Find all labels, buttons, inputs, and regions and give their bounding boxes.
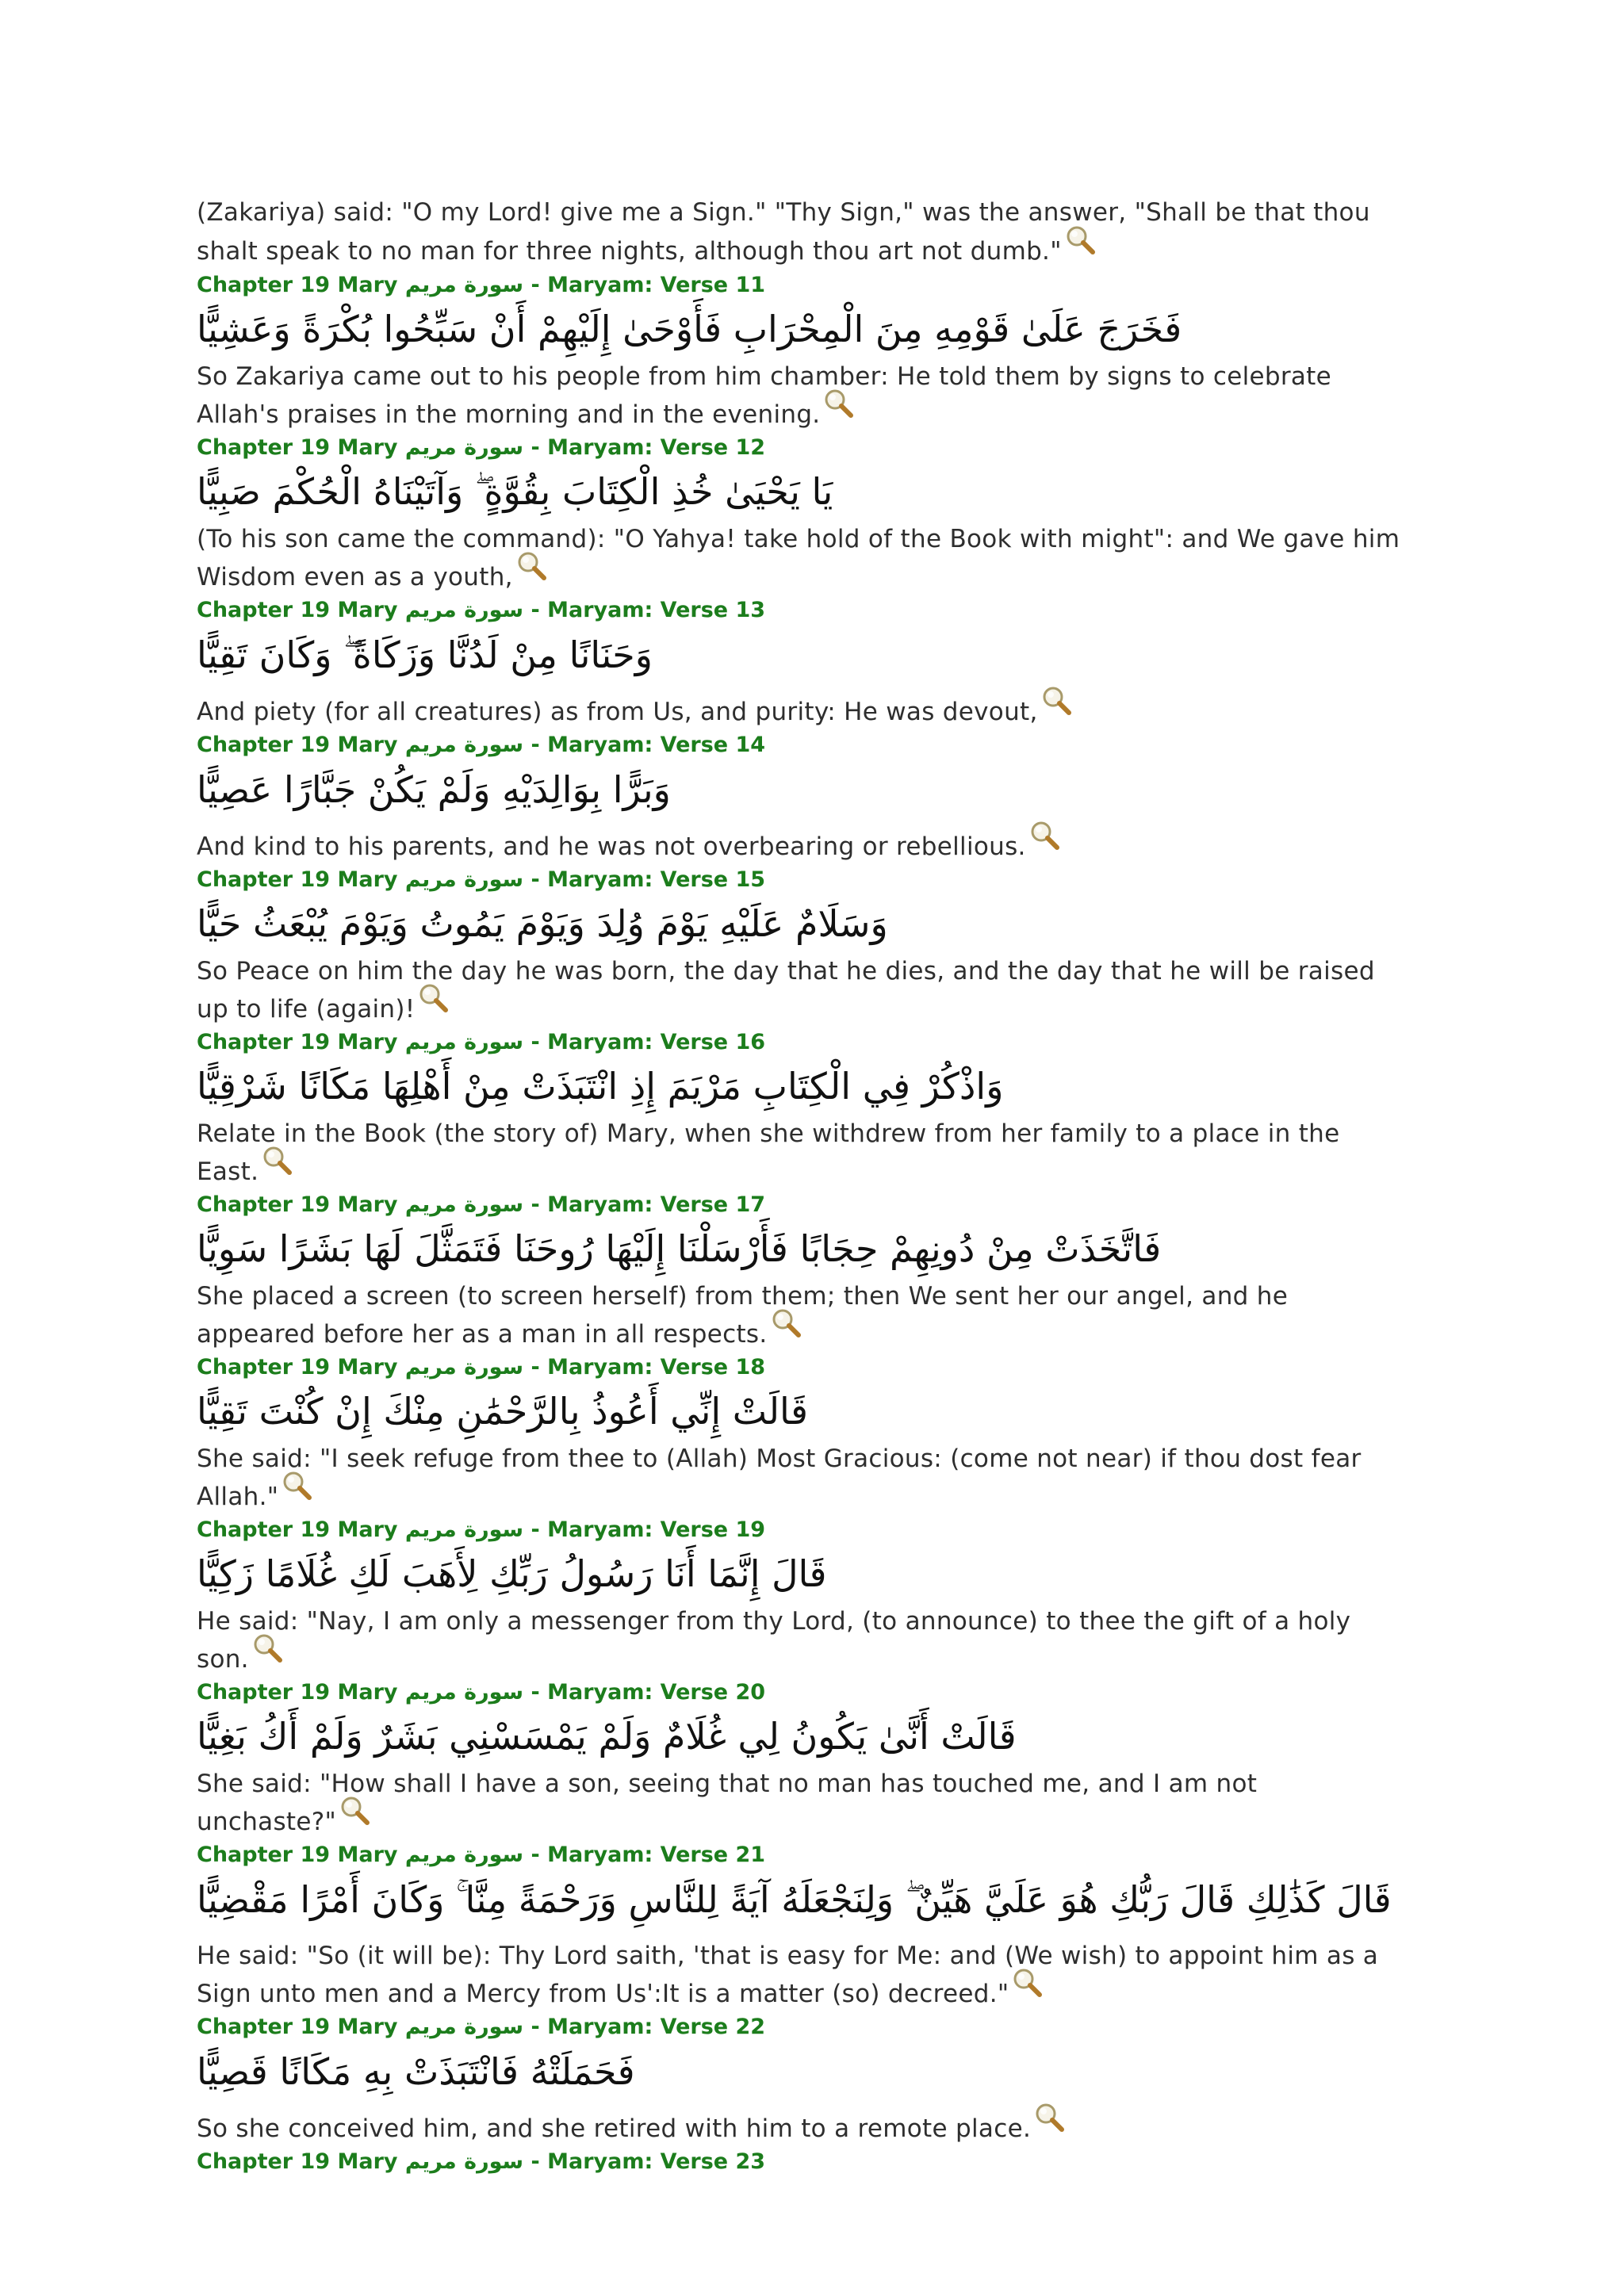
- verse-translation: [197, 1115, 1434, 1191]
- verse-translation: [197, 358, 1434, 434]
- arabic-text: فَحَمَلَتْهُ فَانْتَبَذَتْ بِهِ مَكَانًا قَصِيًّا: [197, 2050, 635, 2093]
- verse-block: [197, 271, 1434, 434]
- verse-heading-final: Chapter 19 Mary سورة مريم - Maryam: Verse 23: [197, 2149, 766, 2174]
- arabic-text: وَسَلَامٌ عَلَيْهِ يَوْمَ وُلِدَ وَيَوْمَ يَمُوتُ وَيَوْمَ يُبْعَثُ حَيًّا: [197, 902, 888, 945]
- arabic-line: [197, 1869, 1434, 1938]
- magnifier-icon[interactable]: [339, 1803, 371, 1835]
- arabic-text: قَالَ إِنَّمَا أَنَا رَسُولُ رَبِّكِ لِأَهَبَ لَكِ غُلَامًا زَكِيًّا: [197, 1552, 827, 1595]
- magnifier-icon[interactable]: [282, 1478, 313, 1510]
- translation-text: And kind to his parents, and he was not overbearing or rebellious.: [197, 832, 1026, 861]
- verse-translation: [197, 2110, 1434, 2148]
- verse-block: [197, 1841, 1434, 2013]
- arabic-text: فَخَرَجَ عَلَىٰ قَوْمِهِ مِنَ الْمِحْرَابِ فَأَوْحَىٰ إِلَيْهِمْ أَنْ سَبِّحُوا بُكْرَةً وَعَشِيًّا: [197, 308, 1182, 350]
- verse-heading: Chapter 19 Mary سورة مريم - Maryam: Verse 16: [197, 1030, 766, 1054]
- arabic-text: قَالَتْ أَنَّىٰ يَكُونُ لِي غُلَامٌ وَلَمْ يَمْسَسْنِي بَشَرٌ وَلَمْ أَكُ بَغِيًّا: [197, 1715, 1017, 1758]
- arabic-text: قَالَ كَذَٰلِكِ قَالَ رَبُّكِ هُوَ عَلَيَّ هَيِّنٌ ۖ وَلِنَجْعَلَهُ آيَةً لِلنَّاسِ وَرَحْمَةً مِنَّا ۚ وَكَانَ أَمْرًا مَقْضِيًّا: [197, 1878, 1392, 1921]
- verse-block: [197, 731, 1434, 866]
- arabic-text: وَاذْكُرْ فِي الْكِتَابِ مَرْيَمَ إِذِ انْتَبَذَتْ مِنْ أَهْلِهَا مَكَانًا شَرْقِيًّا: [197, 1065, 1004, 1108]
- translation-text: She placed a screen (to screen herself) from them; then We sent her our angel, and he appeared before her as a man in all respects.: [197, 1282, 1289, 1349]
- magnifier-icon[interactable]: [1041, 693, 1073, 725]
- arabic-line: [197, 760, 1434, 828]
- verse-heading: Chapter 19 Mary سورة مريم - Maryam: Verse 21: [197, 1843, 766, 1867]
- arabic-line: [197, 1219, 1434, 1278]
- arabic-line: [197, 1707, 1434, 1766]
- translation-text: (To his son came the command): "O Yahya! take hold of the Book with might": and We gave him Wisdom even as a youth,: [197, 525, 1400, 591]
- verse-heading: Chapter 19 Mary سورة مريم - Maryam: Verse 17: [197, 1192, 766, 1217]
- translation-text: Relate in the Book (the story of) Mary, when she withdrew from her family to a place in the East.: [197, 1119, 1340, 1186]
- translation-text: She said: "I seek refuge from thee to (Allah) Most Gracious: (come not near) if thou dost fear Allah.": [197, 1445, 1362, 1511]
- document-page: [197, 193, 1434, 2176]
- verse-block: [197, 1516, 1434, 1678]
- magnifier-icon[interactable]: [1012, 1975, 1044, 2007]
- magnifier-icon[interactable]: [418, 990, 450, 1022]
- verse-block: [197, 596, 1434, 731]
- intro-translation: (Zakariya) said: "O my Lord! give me a Sign." "Thy Sign," was the answer, "Shall be that thou shalt speak to no man for three nights, although thou art not dumb.": [197, 198, 1370, 266]
- arabic-line: [197, 2042, 1434, 2110]
- verse-translation: [197, 521, 1434, 596]
- translation-text: So Peace on him the day he was born, the day that he dies, and the day that he will be raised up to life (again)!: [197, 957, 1375, 1024]
- verse-heading: Chapter 19 Mary سورة مريم - Maryam: Verse 22: [197, 2015, 766, 2039]
- translation-text: And piety (for all creatures) as from Us, and purity: He was devout,: [197, 698, 1038, 726]
- arabic-line: [197, 894, 1434, 953]
- magnifier-icon[interactable]: [516, 558, 548, 590]
- verse-heading: Chapter 19 Mary سورة مريم - Maryam: Verse 11: [197, 273, 766, 297]
- magnifier-icon[interactable]: [252, 1640, 284, 1672]
- verse-heading: Chapter 19 Mary سورة مريم - Maryam: Verse 12: [197, 435, 766, 460]
- verse-translation: [197, 828, 1434, 866]
- arabic-line: [197, 1382, 1434, 1441]
- verse-heading: Chapter 19 Mary سورة مريم - Maryam: Verse 13: [197, 598, 766, 622]
- verse-block: [197, 866, 1434, 1028]
- verse-heading: Chapter 19 Mary سورة مريم - Maryam: Verse 18: [197, 1355, 766, 1380]
- verse-heading: Chapter 19 Mary سورة مريم - Maryam: Verse 14: [197, 733, 766, 757]
- verse-translation: [197, 1938, 1434, 2013]
- verse-block: [197, 434, 1434, 596]
- verse-translation: [197, 693, 1434, 731]
- verse-heading: Chapter 19 Mary سورة مريم - Maryam: Verse 19: [197, 1517, 766, 1542]
- verse-block: [197, 2013, 1434, 2148]
- arabic-line: [197, 1057, 1434, 1115]
- magnifier-icon[interactable]: [771, 1315, 802, 1347]
- verse-list: [197, 271, 1434, 2148]
- verse-translation: [197, 1278, 1434, 1353]
- translation-text: So she conceived him, and she retired with him to a remote place.: [197, 2114, 1032, 2143]
- magnifier-icon[interactable]: [262, 1153, 293, 1184]
- translation-text: He said: "Nay, I am only a messenger from thy Lord, (to announce) to thee the gift of a holy son.: [197, 1607, 1351, 1674]
- translation-text: He said: "So (it will be): Thy Lord saith, 'that is easy for Me: and (We wish) to appoint him as a Sign unto men and a Mercy from Us':It is a matter (so) decreed.": [197, 1942, 1379, 2008]
- verse-translation: [197, 1766, 1434, 1841]
- magnifier-icon[interactable]: [1034, 2110, 1066, 2141]
- arabic-line: [197, 462, 1434, 521]
- arabic-line: [197, 1544, 1434, 1603]
- verse-heading: Chapter 19 Mary سورة مريم - Maryam: Verse 15: [197, 867, 766, 892]
- arabic-text: يَا يَحْيَىٰ خُذِ الْكِتَابَ بِقُوَّةٍ ۖ وَآتَيْنَاهُ الْحُكْمَ صَبِيًّا: [197, 470, 833, 513]
- verse-translation: [197, 953, 1434, 1028]
- arabic-line: [197, 625, 1434, 693]
- arabic-text: فَاتَّخَذَتْ مِنْ دُونِهِمْ حِجَابًا فَأَرْسَلْنَا إِلَيْهَا رُوحَنَا فَتَمَثَّلَ لَهَا بَشَرًا سَوِيًّا: [197, 1227, 1162, 1270]
- verse-block: [197, 1353, 1434, 1516]
- arabic-text: وَبَرًّا بِوَالِدَيْهِ وَلَمْ يَكُنْ جَبَّارًا عَصِيًّا: [197, 768, 671, 811]
- translation-text: She said: "How shall I have a son, seeing that no man has touched me, and I am not unchaste?": [197, 1770, 1258, 1836]
- verse-translation: [197, 1441, 1434, 1516]
- arabic-text: قَالَتْ إِنِّي أَعُوذُ بِالرَّحْمَٰنِ مِنْكَ إِنْ كُنْتَ تَقِيًّا: [197, 1390, 808, 1433]
- verse-block: [197, 1678, 1434, 1841]
- verse-heading: Chapter 19 Mary سورة مريم - Maryam: Verse 20: [197, 1680, 766, 1705]
- arabic-line: [197, 300, 1434, 358]
- verse-block: [197, 1028, 1434, 1191]
- verse-translation: [197, 1603, 1434, 1678]
- magnifier-icon[interactable]: [1029, 828, 1061, 859]
- magnifier-icon[interactable]: [823, 396, 855, 427]
- magnifier-icon[interactable]: [1065, 232, 1097, 264]
- verse-block: [197, 1191, 1434, 1353]
- translation-text: So Zakariya came out to his people from him chamber: He told them by signs to celebrate Allah's praises in the morning and in the evening.: [197, 362, 1332, 429]
- arabic-text: وَحَنَانًا مِنْ لَدُنَّا وَزَكَاةً ۖ وَكَانَ تَقِيًّا: [197, 633, 653, 676]
